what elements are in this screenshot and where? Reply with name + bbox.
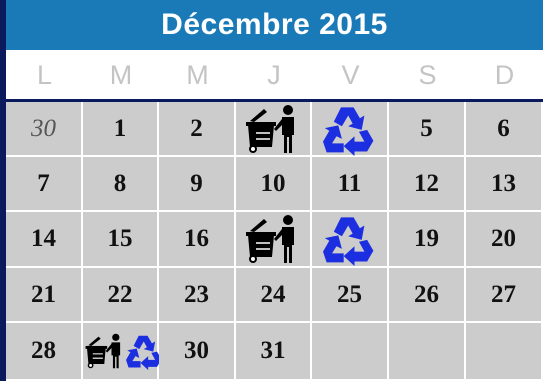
calendar-day <box>466 268 541 321</box>
calendar-day <box>466 102 541 155</box>
calendar-day <box>236 323 310 379</box>
weekday-header-row <box>6 50 543 102</box>
calendar-day <box>6 157 81 210</box>
day-number: 9 <box>190 169 203 197</box>
calendar-day <box>83 102 157 155</box>
day-number: 22 <box>107 280 133 308</box>
calendar-day <box>159 323 234 379</box>
calendar-day <box>466 212 541 266</box>
weekday-thursday: J <box>267 60 281 90</box>
calendar-day <box>6 212 81 266</box>
day-number: 23 <box>184 280 209 308</box>
calendar-day-collection <box>236 212 310 266</box>
calendar-day <box>159 212 234 266</box>
calendar-day <box>236 157 310 210</box>
weekday-monday: L <box>36 60 53 90</box>
weekday-friday: V <box>341 60 360 90</box>
calendar-day <box>312 268 387 321</box>
recycling-icon <box>323 212 377 266</box>
calendar-day <box>236 268 310 321</box>
calendar-day <box>159 102 234 155</box>
day-number: 10 <box>260 169 286 197</box>
recycling-icon <box>323 102 377 156</box>
weekday-saturday: S <box>418 60 437 90</box>
day-number: 15 <box>107 225 133 252</box>
calendar-day-collection <box>236 102 310 155</box>
day-number: 31 <box>260 337 286 364</box>
day-number: 25 <box>337 280 362 308</box>
calendar-day-empty <box>389 323 464 379</box>
day-number: 12 <box>414 169 439 197</box>
day-number: 27 <box>491 280 516 308</box>
calendar-day <box>466 157 541 210</box>
weekday-sunday: D <box>494 60 515 90</box>
day-number: 8 <box>113 169 127 197</box>
day-number: 21 <box>31 280 56 308</box>
day-number: 13 <box>491 169 516 197</box>
calendar-day <box>83 157 157 210</box>
calendar-day-collection <box>312 212 387 266</box>
calendar-grid <box>6 102 543 381</box>
garbage-truck-worker-svg <box>84 332 126 369</box>
calendar-day-collection <box>312 102 387 155</box>
day-number: 20 <box>491 225 516 252</box>
weekday-wednesday: M <box>186 60 209 90</box>
calendar-day <box>389 102 464 155</box>
recycling-arrows-svg <box>323 212 377 266</box>
calendar-day <box>6 102 81 155</box>
day-number: 30 <box>184 337 209 364</box>
calendar-day <box>83 212 157 266</box>
calendar-body <box>6 0 543 381</box>
day-number: 26 <box>414 280 439 308</box>
calendar-day <box>159 268 234 321</box>
day-number: 5 <box>420 114 433 142</box>
day-number: 1 <box>113 114 127 142</box>
weekday-tuesday: M <box>109 60 133 90</box>
day-number: 24 <box>260 280 286 308</box>
garbage-collection-icon <box>244 213 302 265</box>
recycling-arrows-svg <box>323 102 377 156</box>
calendar-day <box>159 157 234 210</box>
day-number: 7 <box>37 169 50 197</box>
day-number: 14 <box>31 225 56 252</box>
day-number: 30 <box>31 114 56 142</box>
day-number: 19 <box>414 225 439 252</box>
month-title: Décembre 2015 <box>6 0 543 50</box>
calendar-day <box>389 157 464 210</box>
calendar-day <box>389 268 464 321</box>
garbage-collection-icon <box>244 103 302 155</box>
day-number: 6 <box>497 114 510 142</box>
calendar-day <box>83 268 157 321</box>
garbage-truck-worker-svg <box>244 103 302 155</box>
calendar-day-empty <box>466 323 541 379</box>
garbage-collection-icon <box>84 332 126 369</box>
calendar-day <box>6 268 81 321</box>
calendar-day-garbage-and-recycling <box>83 323 157 379</box>
calendar-day <box>312 157 387 210</box>
calendar-day-empty <box>312 323 387 379</box>
day-number: 11 <box>337 169 362 197</box>
day-number: 28 <box>31 337 56 364</box>
garbage-truck-worker-svg <box>244 213 302 265</box>
calendar-day <box>6 323 81 379</box>
day-number: 2 <box>190 114 203 142</box>
day-number: 16 <box>184 225 209 252</box>
calendar-day <box>389 212 464 266</box>
